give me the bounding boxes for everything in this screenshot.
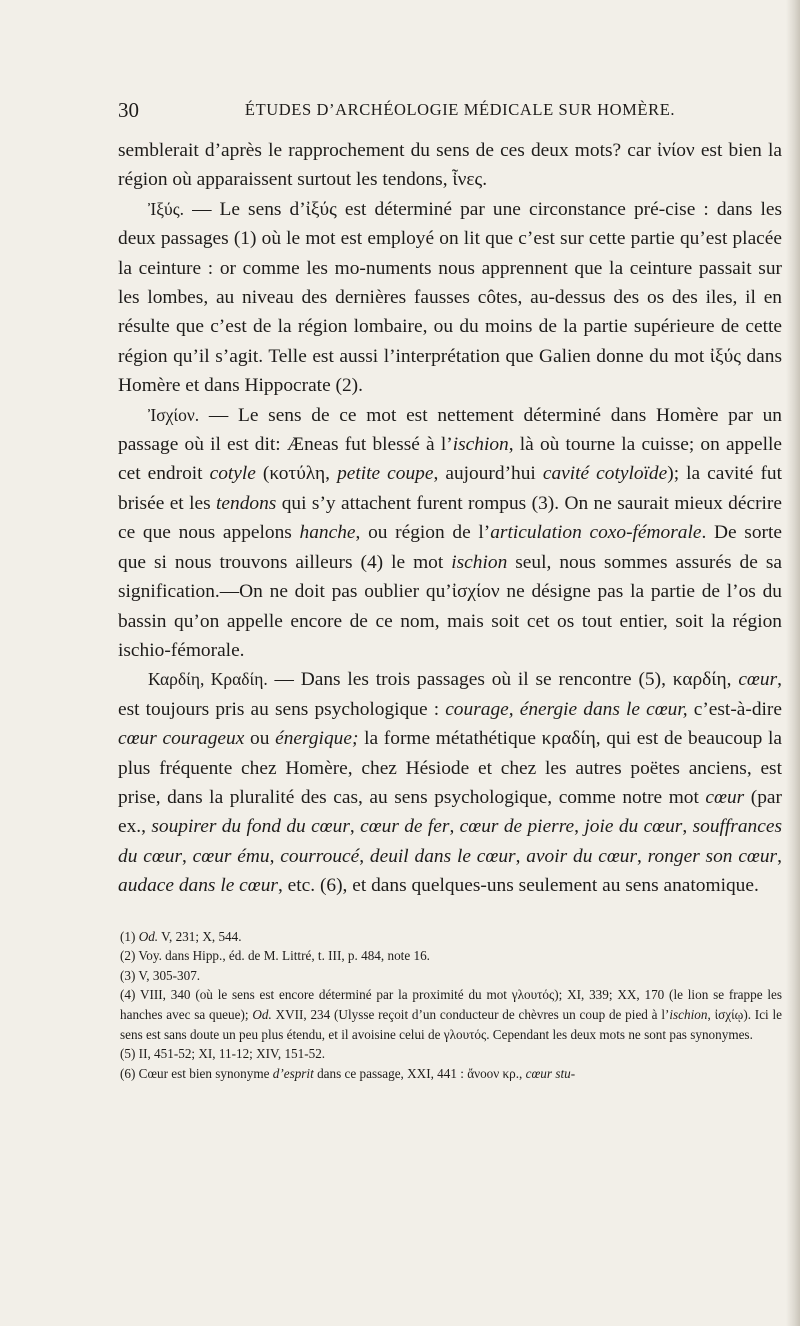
text-run: (κοτύλη, (255, 463, 338, 485)
italic-run: soupirer du fond du cœur (151, 816, 350, 838)
text-run: , ἰσχίῳ). Ici le sens est sans doute un peu plus étendu, et il avoisine celui de γλουτός. Cependant les deux mots ne sont pas synonymes. (120, 1006, 783, 1042)
italic-run: d’esprit (272, 1065, 314, 1081)
text-run: . De sorte que si nous trouvons ailleurs (4) le mot (118, 522, 782, 573)
text-run: , (682, 816, 693, 838)
italic-run: ischion (451, 551, 508, 573)
text-run: , (449, 816, 460, 838)
text-run: , (269, 845, 281, 867)
italic-run: cœur (705, 786, 745, 808)
text-run: semblerait d’après le rapprochement du sens de ces deux mots? car ἰνίον est bien la région où apparaissent surtout les tendons, ἶνες. (118, 140, 782, 191)
italic-run: audace dans le cœur (118, 875, 278, 897)
text-run: (4) VIII, 340 (où le sens est encore déterminé par la proximité du mot γλουτός); XI, 339; XX, 170 (le lion se frappe les hanches avec sa queue); (120, 987, 782, 1022)
italic-run: petite coupe (337, 463, 434, 485)
footnote (120, 927, 782, 947)
italic-run: ischion (669, 1006, 708, 1022)
italic-run: ronger son cœur (647, 845, 778, 867)
text-run: — Le sens d’ἰξύς est déterminé par une circonstance pré-cise : dans les deux passages (1) où le mot est employé on lit que c’est sur cette partie qu’est placée la ceinture : or comme les mo-numents nous apprennent que la ceinture passait sur les lombes, au niveau des dernières fausses côtes, au-dessus des os des iles, il en résulte que c’est de la région lombaire, ou du moins de la partie supérieure de cette région qu’il s’agit. Telle est aussi l’interprétation que Galien donne du mot ἰξύς dans Homère et dans Hippocrate (2). (118, 198, 782, 397)
text-run: (par ex., (118, 786, 782, 838)
text-run: , (574, 816, 585, 838)
paragraph (118, 136, 782, 195)
text-run: — Le sens de ce mot est nettement déterminé dans Homère par un passage où il est dit: Æneas fut blessé à l’ (118, 404, 782, 456)
text-run: dans ce passage, XXI, 441 : ἄνοον κρ., (313, 1065, 526, 1081)
text-run: XVII, 234 (Ulysse reçoit d’un conducteur de chèvres un coup de pied à l’ (271, 1006, 670, 1022)
text-run: (2) Voy. dans Hipp., éd. de M. Littré, t. III, p. 484, note 16. (120, 948, 430, 964)
text-run: , aujourd’hui (433, 463, 543, 485)
text-run: qui s’y attachent furent rompus (3). On ne saurait mieux décrire ce que nous appelons (118, 492, 782, 544)
book-page (118, 98, 782, 1083)
text-run: ); la cavité fut brisée et les (118, 463, 782, 514)
paragraph (118, 401, 782, 666)
text-run: , (777, 845, 782, 867)
italic-run: cœur de fer (360, 816, 450, 838)
text-run: , (637, 845, 648, 867)
text-run: , là où tourne la cuisse; on appelle cet endroit (118, 434, 782, 485)
text-run: , etc. (6), et dans quelques-uns seulement au sens anatomique. (277, 875, 759, 897)
paragraph (118, 665, 782, 900)
italic-run: cœur stu- (525, 1065, 576, 1081)
italic-run: cœur de pierre (459, 816, 575, 838)
text-run: (3) V, 305-307. (120, 967, 201, 983)
running-head (118, 98, 782, 132)
italic-run: cœur ému (192, 845, 270, 867)
text-run: ou (244, 728, 276, 750)
text-run: V, 231; X, 544. (158, 928, 242, 944)
text-run: , (349, 816, 361, 838)
italic-run: cotyle (209, 463, 256, 485)
italic-run: Od. (252, 1006, 272, 1022)
italic-run: articulation coxo-fémorale (490, 522, 702, 544)
greek-term: Ἰξύς. (148, 198, 184, 219)
text-run: , ou région de l’ (355, 522, 491, 544)
footnote (120, 985, 782, 1044)
paragraph (118, 195, 782, 401)
text-run: la forme métathétique κραδίη, qui est de beaucoup la plus fréquente chez Homère, chez Hésiode et chez les autres poëtes anciens, est prise, dans la pluralité des cas, au sens psychologique, comme notre mot (118, 728, 782, 808)
footnote (120, 966, 782, 986)
text-run: seul, nous sommes assurés de sa signification.—On ne doit pas oublier qu’ἰσχίον ne désigne pas la partie de l’os du bassin qu’on appelle encore de ce nom, mais soit cet os tout entier, soit la région ischio-fémorale. (118, 551, 782, 661)
italic-run: souffrances du cœur (118, 816, 782, 867)
text-run: (5) II, 451-52; XI, 11-12; XIV, 151-52. (120, 1046, 326, 1062)
text-run: , (182, 845, 193, 867)
italic-run: ischion (452, 434, 509, 456)
footnote (120, 1044, 782, 1064)
italic-run: deuil dans le cœur (369, 845, 516, 867)
text-run: , (359, 845, 370, 867)
italic-run: énergique; (275, 728, 359, 750)
text-run: (1) (120, 928, 139, 944)
body-text (118, 136, 782, 901)
page-number: 30 (118, 98, 139, 122)
text-run: — Dans les trois passages où il se rencontre (5), καρδίη, (267, 669, 739, 691)
footnote (120, 946, 782, 966)
page-edge-shadow (786, 0, 800, 1326)
italic-run: courroucé (280, 845, 360, 867)
greek-term: Καρδίη, Κραδίη. (148, 669, 268, 690)
italic-run: Od. (138, 928, 159, 944)
running-title: ÉTUDES D’ARCHÉOLOGIE MÉDICALE SUR HOMÈRE. (244, 100, 676, 119)
italic-run: cœur courageux (118, 728, 245, 750)
italic-run: avoir du cœur (526, 845, 637, 867)
italic-run: tendons (216, 492, 277, 514)
italic-run: joie du cœur (584, 816, 683, 838)
italic-run: hanche (299, 522, 356, 544)
text-run: (6) Cœur est bien synonyme (120, 1065, 273, 1081)
italic-run: courage, énergie dans le cœur, (445, 698, 688, 720)
text-run: c’est-à-dire (687, 698, 782, 720)
text-run: , (515, 845, 527, 867)
greek-term: Ἰσχίον. (148, 404, 200, 425)
italic-run: cavité cotyloïde (542, 463, 668, 485)
text-run: , est toujours pris au sens psychologique : (118, 669, 782, 720)
italic-run: cœur (738, 669, 778, 691)
footnotes (118, 927, 782, 1084)
footnote (120, 1064, 782, 1084)
